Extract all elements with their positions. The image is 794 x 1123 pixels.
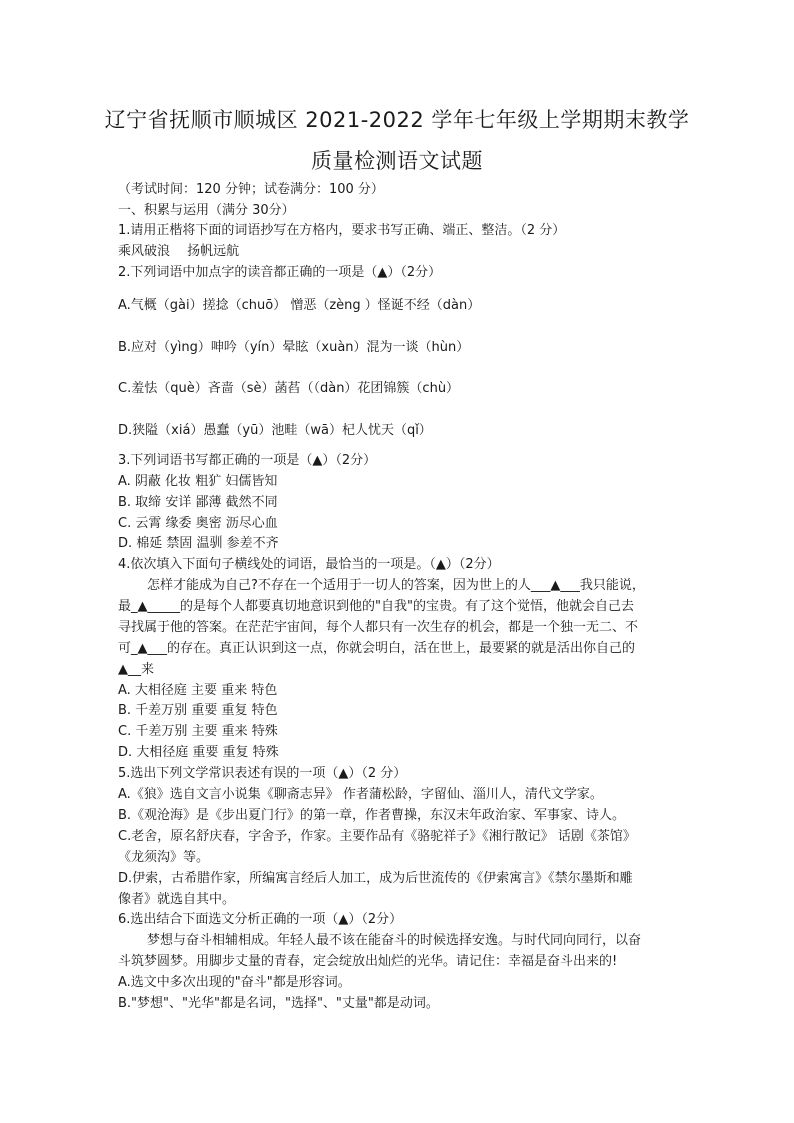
question-6-passage-line-2: 斗筑梦圆梦。用脚步丈量的青春，定会绽放出灿烂的光华。请记住：幸福是奋斗出来的! (118, 954, 618, 969)
question-2-option-d: D.狭隘（xiá）愚蠢（yū）池畦（wā）杞人忧天（qǐ） (118, 423, 432, 438)
question-5-option-c-line-1: C.老舍，原名舒庆春，字舍予，作家。主要作品有《骆驼祥子》《湘行散记》 话剧《茶馆》 (118, 829, 636, 844)
question-4-passage-line-2: 最_▲_____的是每个人都要真切地意识到他的"自我"的宝贵。有了这个觉悟，他就会自己去 (118, 599, 634, 614)
question-2-option-a: A.气概（gài）搓捻（chuō） 憎恶（zèng ）怪诞不经（dàn） (118, 298, 481, 313)
question-3-option-b: B. 取缔 安详 鄙薄 截然不同 (118, 495, 278, 510)
question-3-option-d: D. 棉延 禁固 温驯 参差不齐 (118, 536, 279, 551)
question-4-passage-line-3: 寻找属于他的答案。在茫茫宇宙间，每个人都只有一次生存的机会，都是一个独一无二、不 (118, 620, 639, 635)
question-6-stem: 6.选出结合下面选文分析正确的一项（▲）（2分） (118, 912, 403, 927)
question-6-passage-line-1: 梦想与奋斗相辅相成。年轻人最不该在能奋斗的时候选择安逸。与时代同向同行，以奋 (147, 933, 642, 948)
question-2-option-b: B.应对（yìng）呻吟（yín）晕眩（xuàn）混为一谈（hùn） (118, 340, 470, 355)
page-title-line-2: 质量检测语文试题 (311, 149, 483, 173)
question-5-option-d-line-1: D.伊索，古希腊作家，所编寓言经后人加工，成为后世流传的《伊索寓言》《禁尔墨斯和雕 (118, 871, 633, 886)
question-4-option-d: D. 大相径庭 重要 重复 特殊 (118, 745, 279, 760)
question-1-stem: 1.请用正楷将下面的词语抄写在方格内，要求书写正确、端正、整洁。（2 分） (118, 223, 566, 238)
question-3-option-c: C. 云霄 缘委 奥密 沥尽心血 (118, 516, 278, 531)
question-4-passage-line-5: ▲__来 (118, 662, 154, 677)
question-4-option-a: A. 大相径庭 主要 重来 特色 (118, 683, 278, 698)
question-1-words: 乘风破浪 扬帆远航 (118, 244, 240, 259)
question-5-option-b: B.《观沧海》是《步出夏门行》的第一章，作者曹操，东汉末年政治家、军事家、诗人。 (118, 808, 626, 823)
question-6-option-b: B."梦想"、"光华"都是名词，"选择"、"丈量"都是动词。 (118, 996, 439, 1011)
question-5-option-d-line-2: 像者》就选自其中。 (118, 892, 236, 907)
question-5-stem: 5.选出下列文学常识表述有误的一项（▲）（2 分） (118, 766, 407, 781)
question-5-option-c-line-2: 《龙须沟》等。 (118, 850, 210, 865)
question-4-option-b: B. 千差万别 重要 重复 特色 (118, 703, 278, 718)
question-4-passage-line-4: 可_▲___的存在。真正认识到这一点，你就会明白，活在世上，最要紧的就是活出你自己的 (118, 641, 635, 656)
page-title-line-1: 辽宁省抚顺市顺城区 2021-2022 学年七年级上学期期末教学 (104, 108, 690, 132)
question-3-stem: 3.下列词语书写都正确的一项是（▲）（2分） (118, 453, 377, 468)
question-6-option-a: A.选文中多次出现的"奋斗"都是形容词。 (118, 975, 351, 990)
question-4-option-c: C. 千差万别 主要 重来 特殊 (118, 724, 278, 739)
question-3-option-a: A. 阴蔽 化妆 粗犷 妇儒皆知 (118, 474, 278, 489)
question-2-stem: 2.下列词语中加点字的读音都正确的一项是（▲）（2分） (118, 265, 442, 280)
question-2-option-c: C.羞怯（què）吝啬（sè）菡萏（（dàn）花团锦簇（chù） (118, 381, 460, 396)
question-5-option-a: A.《狼》选自文言小说集《聊斋志异》 作者蒲松龄，字留仙、淄川人，清代文学家。 (118, 787, 603, 802)
exam-info: （考试时间：120 分钟；试卷满分：100 分） (118, 182, 384, 197)
section-heading: 一、积累与运用（满分 30分） (118, 203, 295, 218)
question-4-stem: 4.依次填入下面句子横线处的词语，最恰当的一项是。（▲）（2分） (118, 557, 500, 572)
question-4-passage-line-1: 怎样才能成为自己?不存在一个适用于一切人的答案，因为世上的人___▲___我只能说， (147, 578, 645, 593)
